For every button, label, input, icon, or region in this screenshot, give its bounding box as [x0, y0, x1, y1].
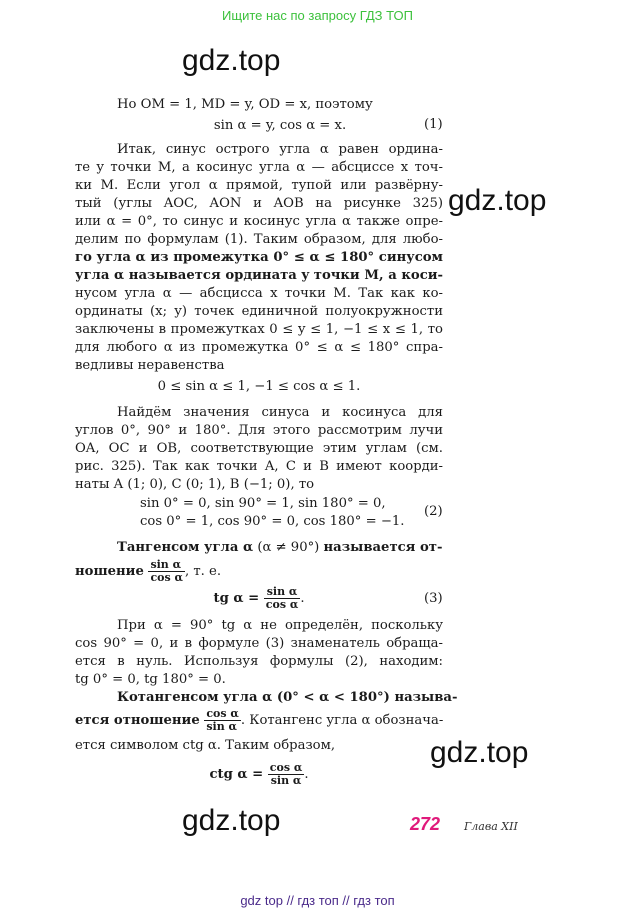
text-line: Но OM = 1, MD = y, OD = x, поэтому — [117, 97, 373, 112]
text-line: углов 0°, 90° и 180°. Для этого рассмотрим лучи — [75, 423, 443, 438]
formula-line: tg α = $\frac{\text{sin α}}{\text{cos α}}$ . — [213, 585, 305, 611]
formula-line: cos 0° = 1, cos 90° = 0, cos 180° = −1. — [140, 514, 405, 529]
text-line: делим по формулам (1). Таким образом, для любо- — [75, 232, 443, 247]
text-line: Найдём значения синуса и косинуса для — [117, 405, 443, 420]
text-line: ки M. Если угол α прямой, тупой или развёрну- — [75, 178, 443, 193]
condition: (0° < α < 180°) — [272, 690, 395, 705]
footer-links[interactable]: gdz top // гдз топ // гдз топ — [240, 893, 395, 908]
page-number: 272 — [410, 814, 441, 834]
text-line: заключены в промежутках 0 ≤ y ≤ 1, −1 ≤ x ≤ 1, то — [75, 322, 443, 337]
text-line: угла α называется ордината y точки M, а коси- — [75, 268, 443, 283]
text-line: При α = 90° tg α не определён, поскольку — [117, 618, 443, 633]
cotangent-definition-line — [117, 689, 458, 707]
watermark: gdz.top — [430, 736, 529, 769]
term-bold: ношение — [75, 564, 149, 579]
text-line: или α = 0°, то синус и косинус угла α также опре- — [75, 214, 443, 229]
fraction-numerator: cos α — [269, 761, 303, 774]
watermark: gdz.top — [182, 44, 281, 77]
fraction — [148, 559, 185, 584]
text-line: ведливы неравенства — [75, 358, 225, 373]
equation-label: (3) — [424, 591, 443, 606]
formula-lhs: tg α = — [213, 591, 264, 606]
term-bold: Тангенсом угла α — [117, 540, 254, 555]
watermark: gdz.top — [448, 184, 547, 217]
cotangent-definition-line — [75, 707, 443, 735]
fraction-numerator: sin α — [148, 559, 185, 572]
formula-line: ctg α = $\frac{\text{cos α}}{\text{sin α}}$ . — [209, 761, 309, 787]
text: , т. е. — [184, 564, 222, 579]
term-bold: ется отношение — [75, 713, 205, 728]
text-line: ется в нуль. Используя формулы (2), находим: — [75, 654, 443, 669]
watermark: gdz.top — [182, 804, 281, 837]
term-bold: называ- — [394, 690, 458, 705]
text-line: тый (углы AOC, AON и AOB на рисунке 325) — [75, 196, 443, 211]
text-line: Итак, синус острого угла α равен ордина- — [117, 142, 443, 157]
text-line: нусом угла α — абсцисса x точки M. Так как ко- — [75, 286, 443, 301]
text-line: ординаты (x; y) точек единичной полуокружности — [75, 304, 443, 319]
text-line: рис. 325). Так как точки A, C и B имеют коорди- — [75, 459, 443, 474]
chapter-label: Глава XII — [464, 820, 518, 833]
text-line: tg 0° = 0, tg 180° = 0. — [75, 672, 226, 687]
fraction-denominator: cos α — [265, 598, 299, 611]
equation-label: (2) — [424, 504, 443, 519]
fraction-denominator: sin α — [270, 774, 302, 787]
top-banner[interactable]: Ищите нас по запросу ГДЗ ТОП — [222, 8, 413, 23]
text: . Котангенс угла α обознача- — [240, 713, 444, 728]
text-line: те y точки M, а косинус угла α — абсциссе x точ- — [75, 160, 443, 175]
fraction — [268, 762, 305, 787]
formula-line: sin α = y, cos α = x. — [213, 118, 347, 133]
formula-line: 0 ≤ sin α ≤ 1, −1 ≤ cos α ≤ 1. — [157, 379, 361, 394]
fraction-numerator: sin α — [264, 586, 301, 599]
formula-lhs: ctg α = — [209, 767, 268, 782]
text-line: cos 90° = 0, и в формуле (3) знаменатель обраща- — [75, 636, 443, 651]
fraction — [264, 586, 301, 611]
tangent-definition-line — [75, 558, 443, 586]
term-bold: Котангенсом угла α — [117, 690, 273, 705]
condition: (α ≠ 90°) — [253, 540, 324, 555]
equation-label: (1) — [424, 117, 443, 132]
formula-line: sin 0° = 0, sin 90° = 1, sin 180° = 0, — [140, 496, 386, 511]
text-line: OA, OC и OB, соответствующие этим углам (см. — [75, 441, 443, 456]
fraction-denominator: sin α — [206, 720, 237, 733]
text-line: го угла α из промежутка 0° ≤ α ≤ 180° синусом — [75, 250, 443, 265]
text-line: ется символом ctg α. Таким образом, — [75, 738, 336, 753]
term-bold: называется от- — [323, 540, 443, 555]
text-line: для любого α из промежутка 0° ≤ α ≤ 180° спра- — [75, 340, 443, 355]
fraction-denominator: cos α — [150, 571, 183, 584]
fraction — [204, 708, 241, 733]
text-line: наты A (1; 0), C (0; 1), B (−1; 0), то — [75, 477, 315, 492]
fraction-numerator: cos α — [206, 707, 239, 720]
tangent-definition-line — [117, 539, 443, 557]
